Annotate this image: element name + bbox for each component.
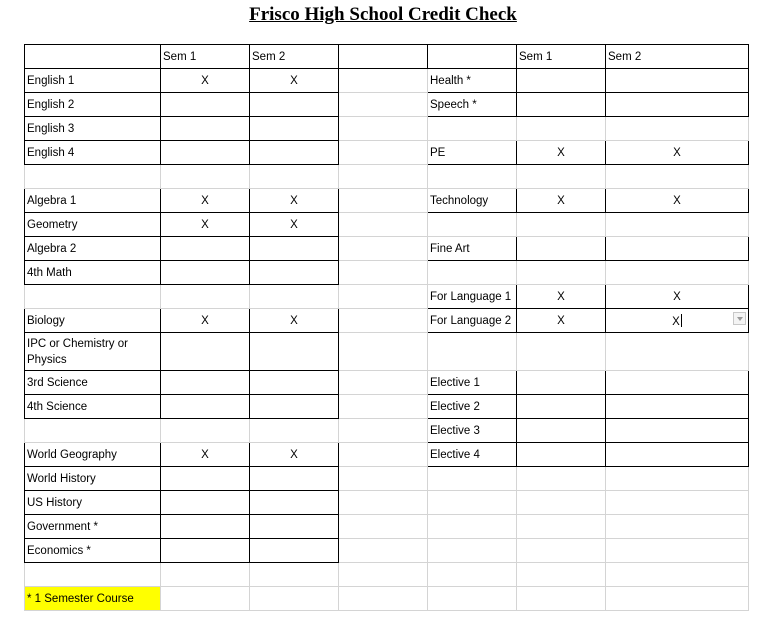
sem1-cell[interactable]: X [517,309,606,333]
spacer-cell[interactable] [339,563,428,587]
sem1-cell[interactable] [517,69,606,93]
sem1-cell[interactable] [161,261,250,285]
empty-cell[interactable] [517,117,606,141]
course-cell[interactable]: English 2 [25,93,161,117]
table-row [25,237,749,261]
empty-cell[interactable] [25,165,161,189]
sem2-cell[interactable]: X [606,189,749,213]
table-row [25,443,749,467]
sem2-cell[interactable] [250,539,339,563]
legend-row [25,587,749,611]
table-row [25,515,749,539]
course-cell[interactable]: Algebra 1 [25,189,161,213]
spacer-cell[interactable] [339,93,428,117]
sem2-cell[interactable] [250,467,339,491]
spacer-cell[interactable] [339,443,428,467]
empty-cell[interactable] [428,467,517,491]
empty-cell[interactable] [25,285,161,309]
empty-cell[interactable] [161,165,250,189]
table-row [25,371,749,395]
sem1-cell[interactable] [161,467,250,491]
course-cell[interactable]: For Language 1 [428,285,517,309]
sem2-cell[interactable] [606,237,749,261]
table-row [25,467,749,491]
sem1-cell[interactable] [161,491,250,515]
sem1-cell[interactable] [161,93,250,117]
course-cell[interactable]: Geometry [25,213,161,237]
sem1-cell[interactable] [161,333,250,371]
sem1-cell[interactable] [161,141,250,165]
course-cell[interactable]: PE [428,141,517,165]
header-blank-cell[interactable] [25,45,161,69]
empty-cell[interactable] [428,333,517,371]
table-row [25,539,749,563]
empty-cell[interactable] [606,467,749,491]
empty-cell[interactable] [250,563,339,587]
empty-cell[interactable] [250,587,339,611]
empty-cell[interactable] [606,261,749,285]
sem1-cell[interactable]: X [161,189,250,213]
sem2-cell[interactable] [250,515,339,539]
sem2-cell[interactable]: X [606,285,749,309]
sem2-cell[interactable] [250,261,339,285]
empty-cell[interactable] [161,563,250,587]
table-row [25,395,749,419]
credit-check-grid [24,44,749,611]
sem1-cell[interactable]: X [161,309,250,333]
empty-cell[interactable] [428,261,517,285]
sem1-cell[interactable] [517,237,606,261]
empty-cell[interactable] [517,491,606,515]
spacer-cell[interactable] [339,587,428,611]
sem1-cell[interactable] [161,395,250,419]
course-cell[interactable]: IPC or Chemistry or Physics [25,333,161,371]
sem2-cell[interactable] [606,419,749,443]
course-cell[interactable]: Elective 3 [428,419,517,443]
table-row [25,261,749,285]
sem2-cell[interactable] [250,333,339,371]
sem2-cell[interactable] [250,237,339,261]
sem2-cell[interactable]: X [250,443,339,467]
sem2-cell[interactable]: X [250,213,339,237]
empty-cell[interactable] [428,587,517,611]
course-cell[interactable]: Economics * [25,539,161,563]
empty-cell[interactable] [517,213,606,237]
sem1-cell[interactable] [161,371,250,395]
table-row [25,491,749,515]
empty-cell[interactable] [25,419,161,443]
header-right-blank-cell[interactable] [428,45,517,69]
spacer-cell[interactable] [339,45,428,69]
empty-cell[interactable] [606,117,749,141]
spacer-cell[interactable] [339,189,428,213]
dropdown-arrow-icon[interactable] [733,312,746,325]
sem2-cell[interactable] [606,93,749,117]
table-row [25,213,749,237]
sem1-cell[interactable] [161,237,250,261]
course-cell[interactable]: Elective 4 [428,443,517,467]
table-row [25,189,749,213]
spacer-cell[interactable] [339,213,428,237]
table-row [25,419,749,443]
sem2-cell[interactable] [606,69,749,93]
spacer-cell[interactable] [339,285,428,309]
spacer-cell[interactable] [339,491,428,515]
spacer-cell[interactable] [339,539,428,563]
sem2-cell[interactable] [250,491,339,515]
header-right-sem2[interactable]: Sem 2 [606,45,749,69]
sem2-cell[interactable] [606,395,749,419]
empty-cell[interactable] [606,213,749,237]
sem1-cell[interactable]: X [161,69,250,93]
empty-cell[interactable] [428,539,517,563]
sem2-cell[interactable] [250,141,339,165]
empty-cell[interactable] [161,285,250,309]
empty-cell[interactable] [428,165,517,189]
empty-cell[interactable] [606,491,749,515]
course-cell[interactable]: Government * [25,515,161,539]
sem1-cell[interactable]: X [517,189,606,213]
active-cell[interactable] [606,309,749,333]
sem1-cell[interactable] [517,93,606,117]
sheet-title: Frisco High School Credit Check [249,4,517,25]
empty-cell[interactable] [428,563,517,587]
empty-cell[interactable] [517,261,606,285]
empty-cell[interactable] [606,515,749,539]
sem2-cell[interactable]: X [606,141,749,165]
table-row [25,165,749,189]
sem1-cell[interactable]: X [517,285,606,309]
sem1-cell[interactable] [161,515,250,539]
empty-cell[interactable] [517,587,606,611]
empty-cell[interactable] [250,419,339,443]
empty-cell[interactable] [606,165,749,189]
sem1-cell[interactable]: X [161,443,250,467]
legend-cell[interactable]: * 1 Semester Course [25,587,161,611]
course-cell[interactable]: English 3 [25,117,161,141]
empty-cell[interactable] [250,165,339,189]
sem2-cell[interactable] [606,443,749,467]
empty-cell[interactable] [428,213,517,237]
spacer-cell[interactable] [339,237,428,261]
sem2-cell[interactable] [250,117,339,141]
header-left-sem2[interactable]: Sem 2 [250,45,339,69]
spacer-cell[interactable] [339,117,428,141]
header-right-sem1[interactable]: Sem 1 [517,45,606,69]
course-cell[interactable]: Algebra 2 [25,237,161,261]
empty-cell[interactable] [606,563,749,587]
spacer-cell[interactable] [339,309,428,333]
table-row [25,309,749,333]
spacer-cell[interactable] [339,419,428,443]
course-cell[interactable]: English 1 [25,69,161,93]
empty-cell[interactable] [161,587,250,611]
empty-cell[interactable] [517,539,606,563]
sem1-cell[interactable]: X [517,141,606,165]
sem1-cell[interactable] [517,395,606,419]
course-cell[interactable]: Health * [428,69,517,93]
sem2-cell[interactable] [250,371,339,395]
sem2-cell[interactable]: X [250,309,339,333]
sem2-cell[interactable] [250,93,339,117]
sem2-cell[interactable]: X [250,189,339,213]
table-row [25,333,749,371]
empty-cell[interactable] [250,285,339,309]
empty-cell[interactable] [517,515,606,539]
active-cell-value: X [672,315,680,328]
course-cell[interactable]: 4th Math [25,261,161,285]
spacer-cell[interactable] [339,165,428,189]
spacer-cell[interactable] [339,333,428,371]
empty-cell[interactable] [606,333,749,371]
empty-cell[interactable] [517,563,606,587]
spacer-cell[interactable] [339,467,428,491]
sem2-cell[interactable]: X [250,69,339,93]
table-row [25,117,749,141]
header-row [25,45,749,69]
course-cell[interactable]: World History [25,467,161,491]
spacer-cell[interactable] [339,261,428,285]
spacer-cell[interactable] [339,141,428,165]
sem2-cell[interactable] [606,371,749,395]
course-cell[interactable]: Technology [428,189,517,213]
empty-cell[interactable] [517,467,606,491]
course-cell[interactable]: For Language 2 [428,309,517,333]
course-cell[interactable]: US History [25,491,161,515]
empty-cell[interactable] [161,419,250,443]
course-cell[interactable]: Speech * [428,93,517,117]
course-cell[interactable]: Biology [25,309,161,333]
sem1-cell[interactable] [161,117,250,141]
course-cell[interactable]: Fine Art [428,237,517,261]
empty-cell[interactable] [428,515,517,539]
course-cell[interactable]: English 4 [25,141,161,165]
empty-cell[interactable] [517,333,606,371]
empty-cell[interactable] [428,117,517,141]
spacer-cell[interactable] [339,395,428,419]
table-row [25,93,749,117]
course-cell[interactable]: 3rd Science [25,371,161,395]
spacer-cell[interactable] [339,69,428,93]
course-cell[interactable]: Elective 1 [428,371,517,395]
course-cell[interactable]: World Geography [25,443,161,467]
empty-cell[interactable] [428,491,517,515]
sem1-cell[interactable] [517,419,606,443]
text-cursor [681,314,682,327]
empty-cell[interactable] [606,539,749,563]
header-left-sem1[interactable]: Sem 1 [161,45,250,69]
spacer-cell[interactable] [339,371,428,395]
sem1-cell[interactable] [161,539,250,563]
course-cell[interactable]: 4th Science [25,395,161,419]
spacer-cell[interactable] [339,515,428,539]
sem2-cell[interactable] [250,395,339,419]
sem1-cell[interactable]: X [161,213,250,237]
course-cell[interactable]: Elective 2 [428,395,517,419]
empty-cell[interactable] [517,165,606,189]
table-row [25,563,749,587]
sem1-cell[interactable] [517,371,606,395]
table-row [25,141,749,165]
table-row [25,69,749,93]
table-row [25,285,749,309]
empty-cell[interactable] [25,563,161,587]
sem1-cell[interactable] [517,443,606,467]
empty-cell[interactable] [606,587,749,611]
